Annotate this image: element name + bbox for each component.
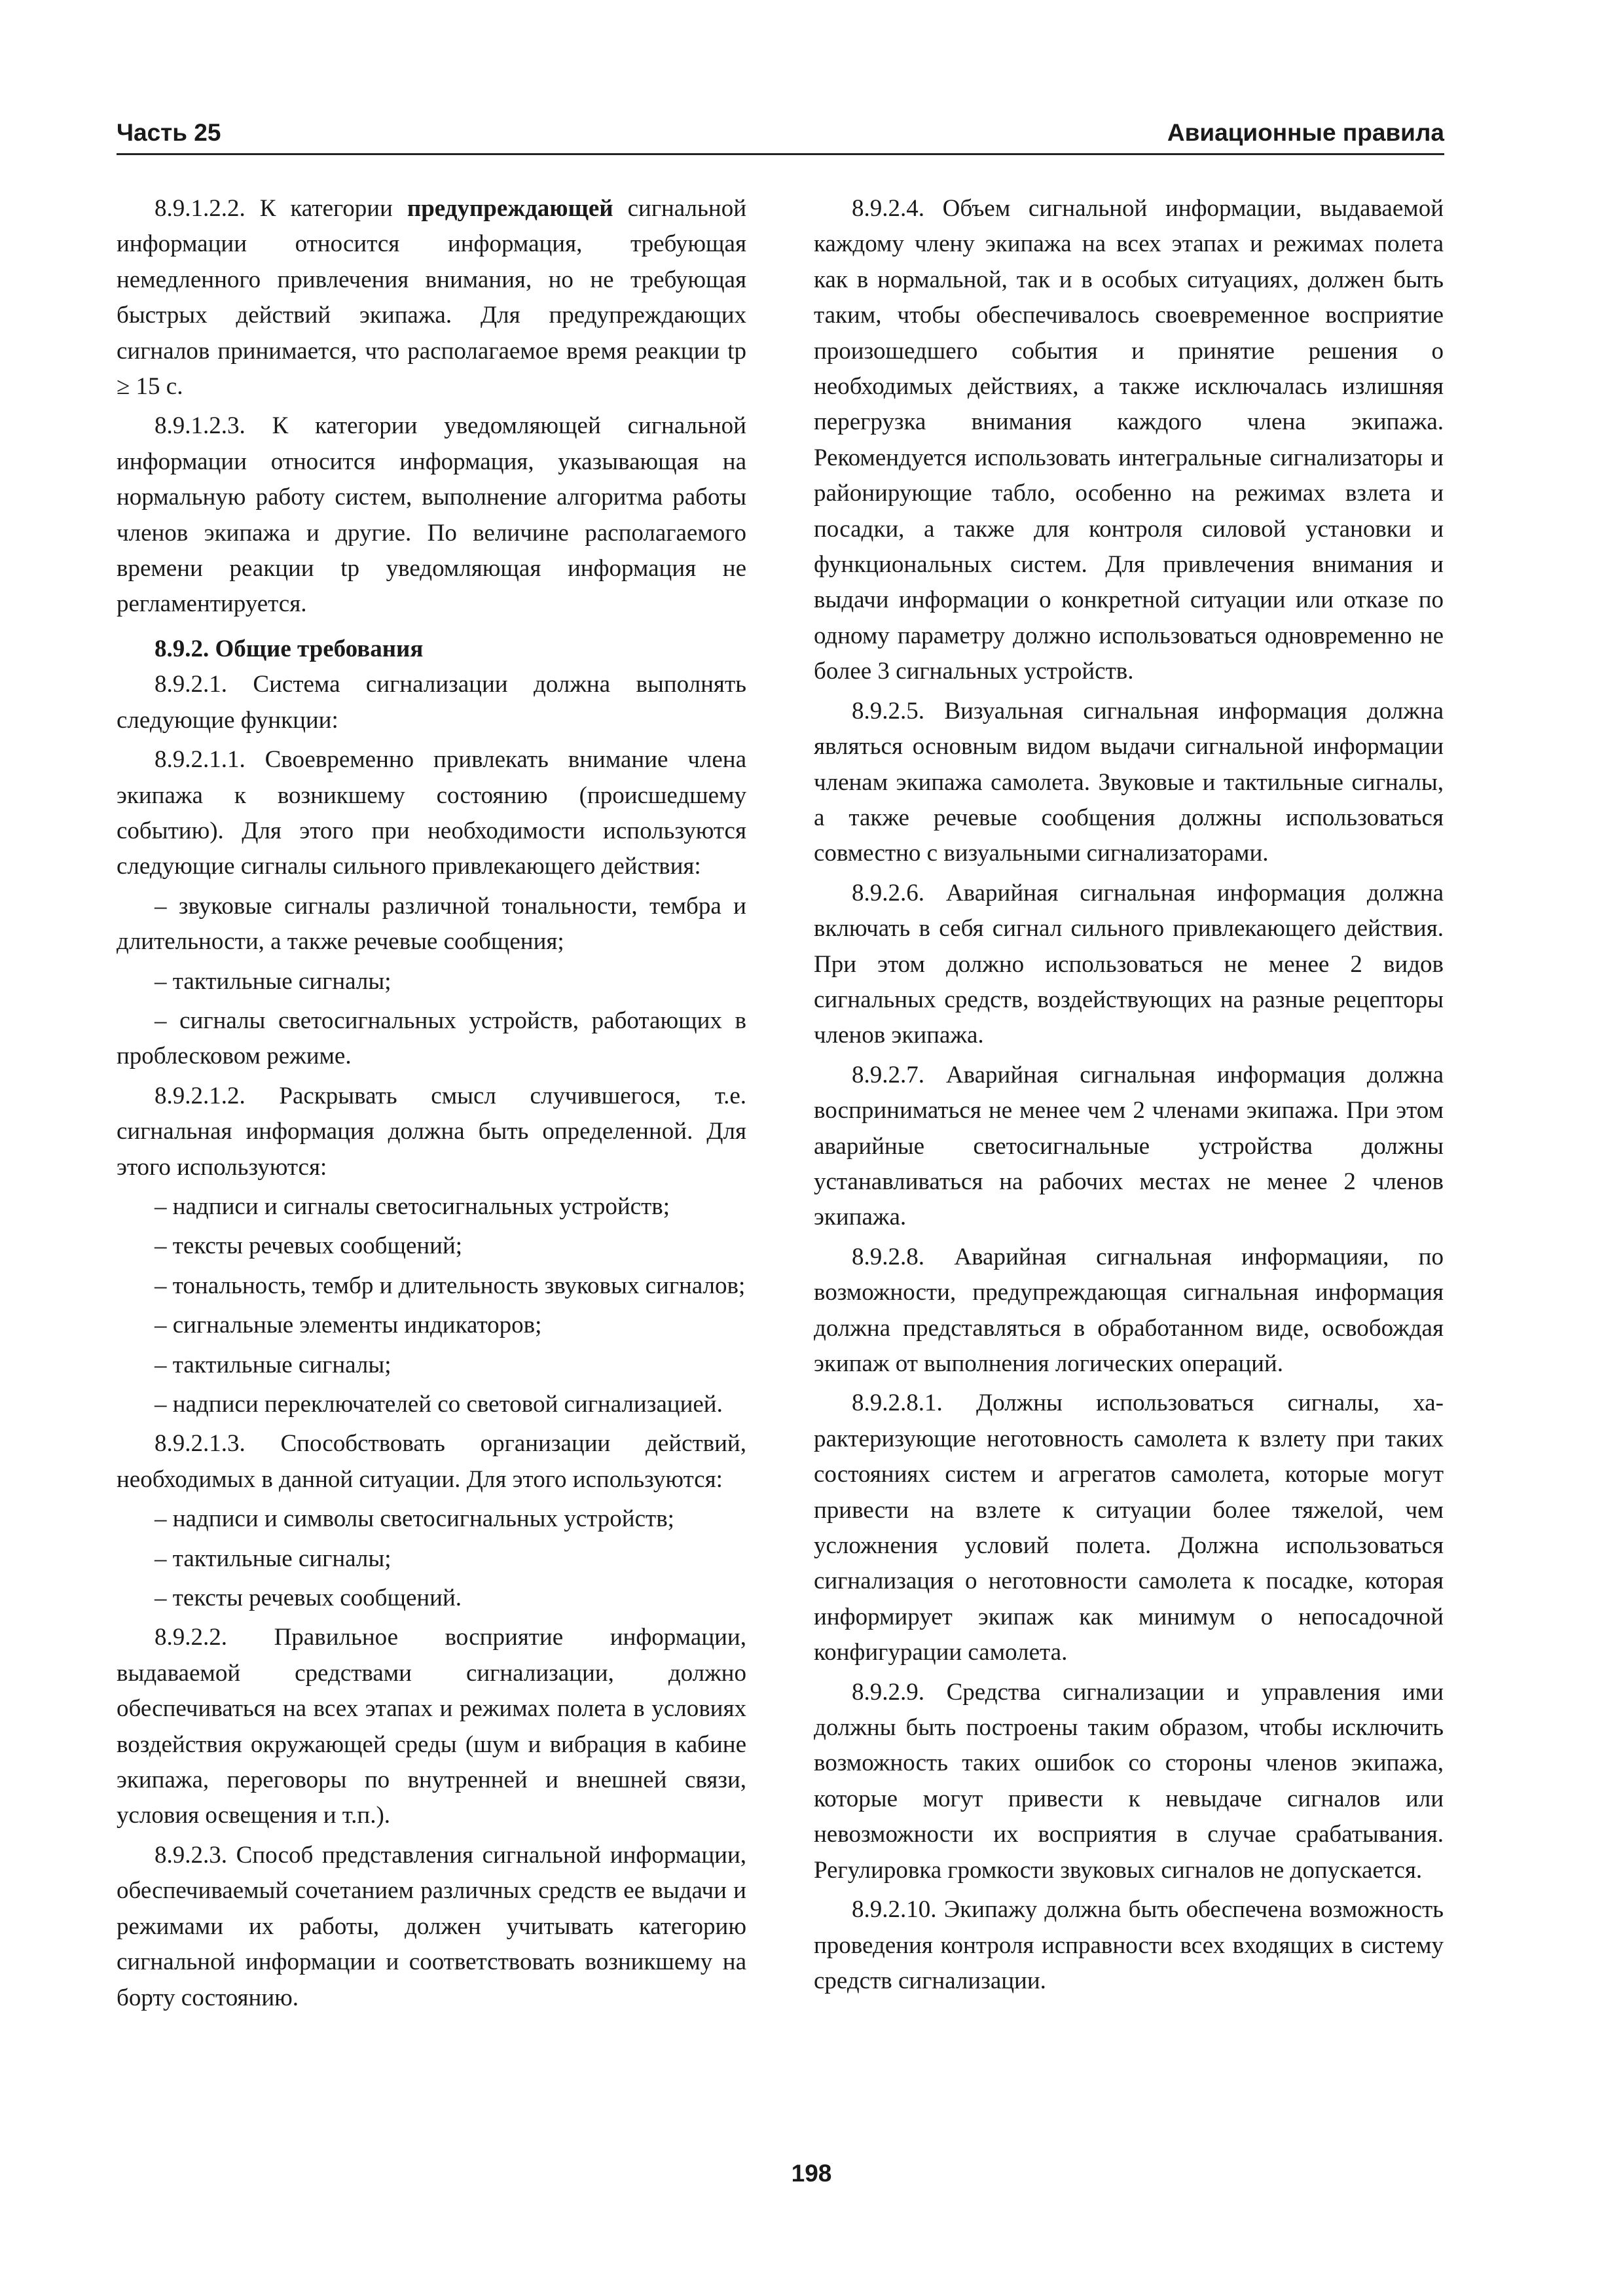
list-item: – тактильные сигналы; bbox=[155, 1545, 392, 1572]
header-part-number: Часть 25 bbox=[117, 119, 221, 146]
paragraph-8-9-2-7: 8.9.2.7. Аварийная сигнальная информация должна восприниматься не менее чем 2 членами экипажа. При этом аварийные светосигнальные устройства должны устанавливаться на рабочих местах не менее 2 членов экипажа. bbox=[814, 1061, 1444, 1231]
list-item: – сигнальные элементы индикаторов; bbox=[155, 1312, 542, 1339]
paragraph-8-9-2-1-2: 8.9.2.1.2. Раскрывать смысл случившегося, т.е. сигнальная информация должна быть определенной. Для этого используются: bbox=[117, 1082, 746, 1181]
right-column bbox=[814, 191, 1444, 2003]
paragraph-8-9-2-1-1: 8.9.2.1.1. Своевременно привлекать внимание члена экипажа к возникшему состоянию (происшедшему событию). Для этого при необходимости используются следующие сигналы сильного привлекающего действия: bbox=[117, 746, 746, 880]
list-item: – надписи переключателей со световой сигнализацией. bbox=[155, 1391, 723, 1418]
paragraph-8-9-2-9: 8.9.2.9. Средства сигнализации и управления ими должны быть построены таким образом, чтобы исключить возможность таких ошибок со стороны членов экипажа, которые могут привести к невыдаче сигналов или невозможности их восприятия в случае срабатывания. Регулировка громкости звуковых сигналов не допускается. bbox=[814, 1678, 1444, 1884]
paragraph-8-9-1-2-2: 8.9.1.2.2. К категории предупреждающей сигнальной информации относится информация, требующая немедленного привлечения внимания, но не требующая быстрых действий экипажа. Для предупреждающих сигналов принимается, что располагаемое время реакции tр ≥ 15 с. bbox=[117, 195, 746, 401]
list-item: – тексты речевых сообщений; bbox=[155, 1232, 463, 1260]
paragraph-8-9-2-4: 8.9.2.4. Объем сигнальной информации, выдаваемой каждому члену экипажа на всех этапах и режимах полета как в нормальной, так и в особых ситуациях, должен быть таким, чтобы обеспечивалось своевременное восприятие произошедшего события и принятие решения о необходимых действиях, а также исключалась излишняя перегрузка внимания каждого члена экипажа. Рекомендуется использовать интегральные сигнализаторы и районирующие табло, особенно на режимах взлета и посадки, а также для контроля силовой установки и функциональных систем. Для привлечения внимания и выдачи информации о конкретной ситуации или отказе по одному параметру должно использоваться одновременно не более 3 сигнальных устройств. bbox=[814, 195, 1444, 685]
left-column bbox=[117, 191, 746, 2020]
paragraph-8-9-2-1-3: 8.9.2.1.3. Способствовать организации действий, необходимых в данной ситуации. Для этого используются: bbox=[117, 1430, 746, 1493]
paragraph-8-9-2-1: 8.9.2.1. Система сигнализации должна выполнять следующие функции: bbox=[117, 671, 746, 734]
section-heading-8-9-2: 8.9.2. Общие требования bbox=[155, 635, 424, 662]
paragraph-8-9-2-8-1: 8.9.2.8.1. Должны использоваться сигналы, характеризующие неготовность самолета к взлету при таких состояниях систем и агрегатов самолета, которые могут привести на взлете к ситуации более тяжелой, чем усложнения условий полета. Должна использоваться сигнализация о неготовности самолета к посадке, которая информирует экипаж как минимум о непосадочной конфигурации самолета. bbox=[814, 1390, 1444, 1666]
list-item: – надписи и символы светосигнальных устройств; bbox=[155, 1505, 674, 1533]
list-item: – тексты речевых сообщений. bbox=[155, 1585, 462, 1612]
paragraph-8-9-2-8: 8.9.2.8. Аварийная сигнальная информацияи, по возможности, предупреждающая сигнальная информация должна представляться в обработанном виде, освобождая экипаж от выполнения логических операций. bbox=[814, 1243, 1444, 1377]
page-number: 198 bbox=[791, 2160, 832, 2187]
paragraph-8-9-2-3: 8.9.2.3. Способ представления сигнальной информации, обеспечиваемый сочетанием различных средств ее выдачи и режимами их работы, должен учитывать категорию сигнальной информации и соответствовать возникшему на борту состоянию. bbox=[117, 1841, 746, 2011]
list-item: – тактильные сигналы; bbox=[155, 967, 392, 995]
list-item: – надписи и сигналы светосигнальных устройств; bbox=[155, 1193, 670, 1220]
paragraph-8-9-2-2: 8.9.2.2. Правильное восприятие информации, выдаваемой средствами сигнализации, должно обеспечиваться на всех этапах и режимах полета в условиях воздействия окружающей среды (шум и вибрация в кабине экипажа, переговоры по внутренней и внешней связи, условия освещения и т.п.). bbox=[117, 1624, 746, 1829]
list-item: – сигналы светосигнальных устройств, работающих в проблесковом режиме. bbox=[117, 1007, 746, 1070]
paragraph-8-9-1-2-3: 8.9.1.2.3. К категории уведомляющей сигнальной информации относится информация, указывающая на нормальную работу систем, выполнение алгоритма работы членов экипажа и другие. По величине располагаемого времени реакции tр уведомляющая информация не регламентируется. bbox=[117, 412, 746, 618]
list-item: – тактильные сигналы; bbox=[155, 1351, 392, 1378]
paragraph-8-9-2-10: 8.9.2.10. Экипажу должна быть обеспечена возможность проведения контроля исправности всех входящих в систему средств сигнализации. bbox=[814, 1896, 1444, 1994]
list-item: – звуковые сигналы различной тональности, тембра и длительности, а также речевые сообщения; bbox=[117, 892, 746, 956]
bold-term: предупреждающей bbox=[407, 195, 613, 222]
running-header bbox=[117, 113, 1444, 155]
paragraph-8-9-2-5: 8.9.2.5. Визуальная сигнальная информация должна являться основным видом выдачи сигнальной информации членам экипажа самолета. Звуковые и тактильные сигналы, а также речевые сообщения должны использоваться совместно с визуальными сигнализаторами. bbox=[814, 697, 1444, 867]
header-document-title: Авиационные правила bbox=[1167, 119, 1444, 146]
list-item: – тональность, тембр и длительность звуковых сигналов; bbox=[155, 1272, 746, 1299]
paragraph-8-9-2-6: 8.9.2.6. Аварийная сигнальная информация должна включать в себя сигнал сильного привлекающего действия. При этом должно использоваться не менее 2 видов сигнальных средств, воздействующих на разные рецепторы членов экипажа. bbox=[814, 879, 1444, 1049]
